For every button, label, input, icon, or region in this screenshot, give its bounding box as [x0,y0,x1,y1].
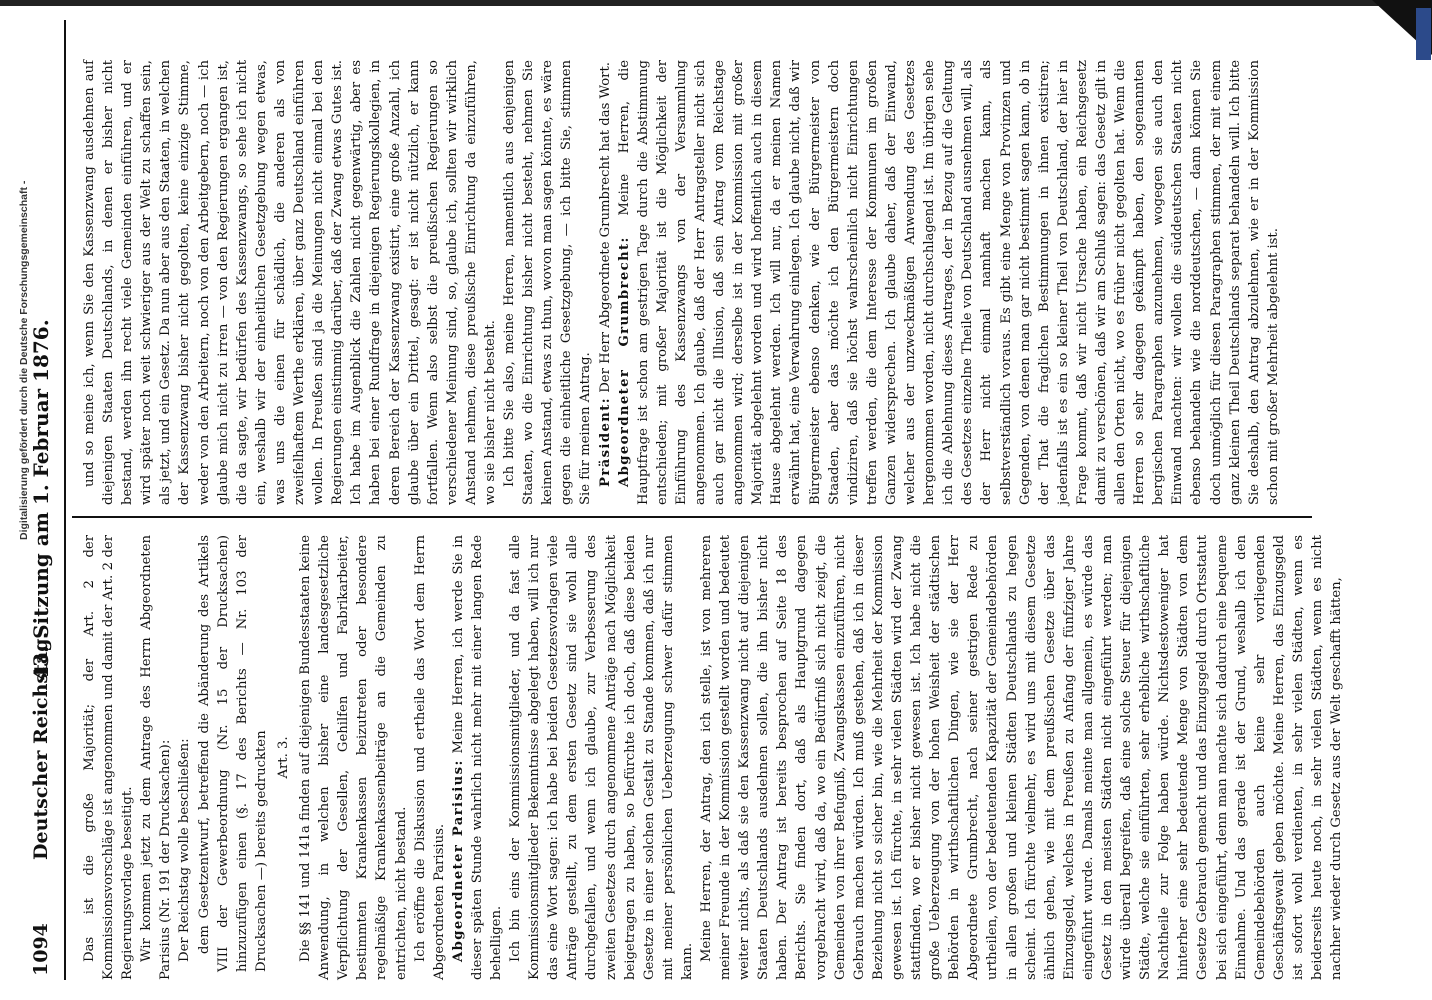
speaker-name: Abgeordneter Parisius: [450,759,466,962]
paragraph: Meine Herren, der Antrag, den ich stelle, ist von mehreren meiner Freunde in der Kommission gestellt worden und bedeutet weiter nichts, als daß sie den Kassenzwang nicht auf diejenigen Staaten Deutschlands ausdehnen sollen, die ihn bisher nicht haben. Der Antrag ist bereits besprochen auf Seite 18 des Berichts. Sie finden dort, daß als Hauptgrund dagegen vorgebracht wird, daß da, wo ein Bedürfniß sich nicht zeigt, die Gemeinden von ihrer Befugniß, Zwangskassen einzuführen, nicht Gebrauch machen würden. Ich muß gestehen, daß ich in dieser Beziehung nicht so sicher bin, wie die Mehrheit der Kommission gewesen ist. Ich fürchte, in sehr vielen Städten wird der Zwang stattfinden, wo er bisher nicht gewesen ist. Ich habe nicht die große Ueberzeugung von der hohen Weisheit der städtischen Behörden in wirthschaftlichen Dingen, wie sie der Herr Abgeordnete Grumbrecht, nach seiner gestrigen Rede zu urtheilen, von der bedeutenden Kapazität der Gemeindebehörden in allen großen und kleinen Städten Deutschlands zu hegen scheint. Ich fürchte vielmehr, es wird uns mit diesem Gesetze ähnlich gehen, wie mit dem preußischen Gesetze über das Einzugsgeld, welches in Preußen zu Anfang der fünfziger Jahre eingeführt wurde. Damals meinte man allgemein, es würde das Gesetz in den meisten Städten nicht eingeführt werden; man würde überall begreifen, daß eine solche Steuer für diejenigen Städte, welche sie einführten, sehr erhebliche wirthschaftliche Nachtheile zur Folge haben würde. Nichtsdestoweniger hat hinterher eine sehr bedeutende Menge von Städten von dem Gesetze Gebrauch gemacht und das Einzugsgeld durch Ortsstatut bei sich eingeführt, denn man machte sich dadurch eine bequeme Einnahme. Und das gerade ist der Grund, weshalb ich den Gemeindebehörden auch keine sehr vorliegenden Geschäftsgewalt geben möchte. Meine Herren, das Einzugsgeld ist sofort wohl verdienten, in sehr vielen Städten, wenn es beiderseits heute noch, in sehr vielen Städten, wenn es nicht nachher wieder durch Gesetz aus der Welt geschafft hätten, [699,535,1345,980]
speech-paragraph [449,535,506,980]
speaker-name: Präsident: [597,396,613,487]
paragraph: dem Gesetzentwurf, betreffend die Abänderung des Artikels VIII der Gewerbeordnung (Nr. 15 der Drucksachen) hinzuzufügen einen (§. 17 des Berichts — Nr. 103 der Drucksachen —) bereits gedruckten [196,535,269,972]
speech-text: Der Herr Abgeordnete Grumbrecht hat das Wort. [597,62,613,393]
speech-paragraph [615,60,1283,505]
scan-top-edge [0,0,1432,6]
column-divider [72,516,1312,518]
speech-paragraph [596,60,615,505]
right-column [80,60,1310,505]
rotated-page [20,20,1345,980]
paragraph: Ich bin eins der Kommissionsmitglieder, und da fast alle Kommissionsmitglieder Bekenntnisse abgelegt haben, will ich nur das eine Wort sagen: ich habe bei beiden Gesetzesvorlagen viele Anträge gestellt, zu dem ersten Gesetz sind sie wohl alle durchgefallen, und wenn ich glaube, zur Verbesserung des zweiten Gesetzes durch angenommene Anträge nach Möglichkeit beigetragen zu haben, so befürchte ich doch, daß diese beiden Gesetze in einer solchen Gestalt zu Stande kommen, daß ich nur mit meiner persönlichen Ueberzeugung schwer dafür stimmen kann. [508,535,695,980]
left-column [80,535,1345,980]
dfg-credit: Digitalisierung gefördert durch die Deutsche Forschungsgemeinschaft - [18,180,30,540]
publication-title: Deutscher Reichstag. [30,631,52,860]
speech-text: Meine Herren, ich werde Sie in dieser späten Stunde wahrlich nicht mehr mit einer langen Rede behelligen. [450,535,504,980]
session-title: 43. Sitzung am 1. Februar 1876. [29,319,53,681]
paragraph: Ich bitte Sie also, meine Herren, namentlich aus denjenigen Staaten, wo die Einrichtung bisher nicht besteht, nehmen Sie keinen Anstand, etwas zu thun, wovon man sagen könnte, es wäre gegen die einheitliche Gesetzgebung, — ich bitte Sie, stimmen Sie für meinen Antrag. [502,60,594,505]
paragraph: Ich eröffne die Diskussion und ertheile das Wort dem Herrn Abgeordneten Parisius. [412,535,447,980]
article-heading: Art. 3. [275,736,291,779]
paragraph: Das ist die große Majorität; der Art. 2 der Kommissionsvorschläge ist angenommen und damit der Art. 2 der Regierungsvorlage beseitigt. [82,535,136,980]
paragraph: und so meine ich, wenn Sie den Kassenzwang ausdehnen auf diejenigen Staaten Deutschlands, in denen er bisher nicht bestand, werden ihn recht viele Gemeinden einführen, und er wird später noch weit schwieriger aus der Welt zu schaffen sein, als jetzt, und ein Gesetz. Da nun aber aus den Staaten, in welchen der Kassenzwang bisher nicht gegolten, keine einzige Stimme, weder von den Arbeitern, noch von den Arbeitgebern, noch — ich glaube mich nicht zu irren — von den Regierungen ergangen ist, die da sagte, wir bedürfen des Kassenzwangs, so sehe ich nicht ein, weshalb wir der einheitlichen Gesetzgebung wegen etwas, was uns die einen für schädlich, die anderen als von zweifelhaftem Werthe erklären, über ganz Deutschland einführen wollen. In Preußen sind ja die Meinungen nicht einmal bei den Regierungen einstimmig darüber, daß der Zwang etwas Gutes ist. Ich habe im Augenblick die Zahlen nicht gegenwärtig, aber es haben bei einer Rundfrage in diejenigen Regierungskollegien, in deren Bereich der Kassenzwang existirt, eine große Anzahl, ich glaube über ein Drittel, gesagt: er ist nicht nützlich, er kann fortfallen. Wenn also selbst die preußischen Regierungen so verschiedener Meinung sind, so, glaube ich, sollten wir wirklich Anstand nehmen, diese preußische Einrichtung da einzuführen, wo sie bisher nicht besteht. [82,60,498,505]
digitization-sidebar [1414,0,1432,1000]
paragraph: Die §§ 141 und 141a finden auf diejenigen Bundesstaaten keine Anwendung, in welchen bisher eine landesgesetzliche Verpflichtung der Gesellen, Gehilfen und Fabrikarbeiter, bestimmten Krankenkassen beizutreten oder besondere regelmäßige Krankenkassenbeiträge an die Gemeinden zu entrichten, nicht bestand. [298,535,409,980]
paragraph: Der Reichstag wolle beschließen: [177,738,193,962]
speaker-name: Abgeordneter Grumbrecht: [616,236,632,487]
dfg-logo [1416,8,1431,60]
page-number: 1094 [30,923,52,976]
paragraph: Wir kommen jetzt zu dem Antrage des Herrn Abgeordneten Parisius (Nr. 191 der Drucksachen): [139,535,174,980]
speech-text: Meine Herren, die Hauptfrage ist schon am gestrigen Tage durch die Abstimmung entschieden; mit großer Majorität ist die Möglichkeit der Einführung des Kassenzwangs von der Versammlung angenommen. Ich glaube, daß der Herr Antragsteller nicht sich auch gar nicht die Illusion, daß sein Antrag vom Reichstage angenommen wird; derselbe ist in der Kommission mit großer Majorität abgelehnt worden und wird hoffentlich auch in diesem Hause abgelehnt werden. Ich will nur, da er meinen Namen erwähnt hat, eine Verwahrung einlegen. Ich glaube nicht, daß wir Bürgermeister ebenso denken, wie der Bürgermeister von Staaden, aber das möchte ich den Bürgermeistern doch vindiziren, daß sie höchst wahrscheinlich nicht Einrichtungen treffen werden, die dem Interesse der Kommunen im großen Ganzen widersprechen. Ich glaube daher, daß der Einwand, welcher aus der unzweckmäßigen Anwendung des Gesetzes hergenommen worden, nicht durchschlagend ist. Im übrigen sehe ich die Ablehnung dieses Antrages, der in Bezug auf die Geltung des Gesetzes einzelne Theile von Deutschland ausnehmen will, als der Herr nicht einmal namhaft machen kann, als selbstverständlich voraus. Es gibt eine Menge von Provinzen und Gegenden, von denen man gar nicht bestimmt sagen kann, ob in der That die fraglichen Bestimmungen in ihnen existiren; jedenfalls ist es ein so kleiner Theil von Deutschland, der hier in Frage kommt, daß wir nicht Ursache haben, ein Reichsgesetz damit zu verschönen, daß wir am Schluß sagen: das Gesetz gilt in allen den Orten nicht, wo es früher nicht gegolten hat. Wenn die Herren so sehr dagegen gekämpft haben, den sogenannten bergischen Paragraphen anzunehmen, wogegen sie auch den Einwand machten: wir wollen die süddeutschen Staaten nicht ebenso behandeln wie die norddeutschen, — dann können Sie doch unmöglich für diesen Paragraphen stimmen, der mit einem ganz kleinen Theil Deutschlands separat behandeln will. Ich bitte Sie deshalb, den Antrag abzulehnen, wie er in der Kommission schon mit großer Mehrheit abgelehnt ist. [616,60,1281,505]
